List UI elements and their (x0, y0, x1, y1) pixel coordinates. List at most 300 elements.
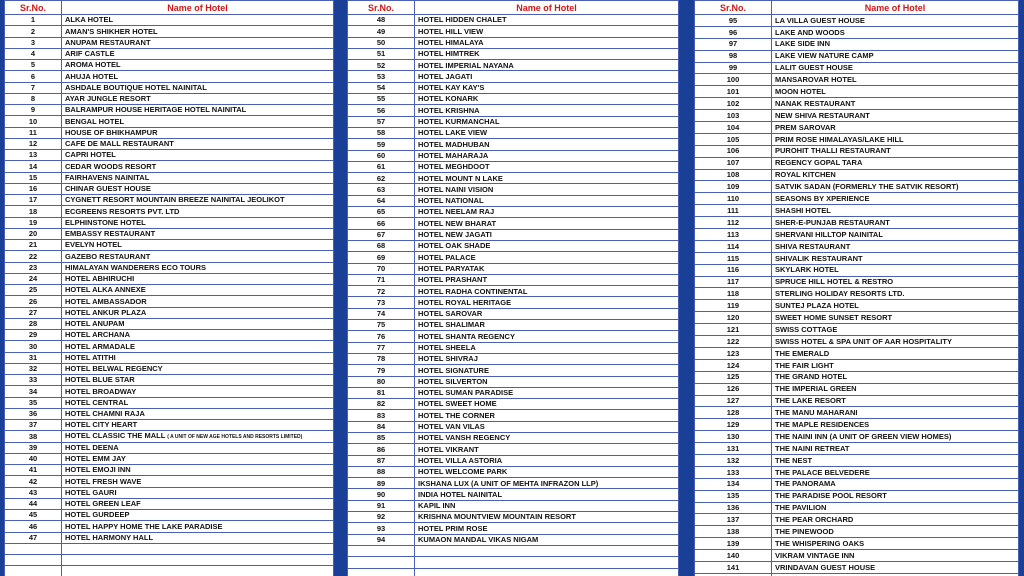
empty-cell (415, 545, 679, 556)
hotel-name-cell (62, 93, 334, 104)
hotel-name-cell (772, 336, 1019, 348)
sr-no-cell: 65 (348, 207, 415, 218)
hotel-name: HOTEL ROYAL HERITAGE (418, 297, 512, 307)
table-row (5, 285, 334, 296)
sr-no-cell: 61 (348, 161, 415, 172)
table-row (5, 352, 334, 363)
table-row (348, 127, 679, 138)
table-row (5, 138, 334, 149)
sr-no-cell: 127 (695, 395, 772, 407)
hotel-name-header: Name of Hotel (415, 1, 679, 15)
hotel-name-cell (415, 353, 679, 364)
table-row (5, 476, 334, 487)
sr-no-cell: 85 (348, 432, 415, 443)
hotel-name: THE MAPLE RESIDENCES (775, 419, 870, 429)
hotel-name-cell (772, 181, 1019, 193)
hotel-name: HOTEL BLUE STAR (65, 375, 135, 385)
sr-no-cell: 115 (695, 252, 772, 264)
table-row (695, 98, 1019, 110)
hotel-name-cell (772, 324, 1019, 336)
sr-no-cell: 79 (348, 365, 415, 376)
hotel-name: ALKA HOTEL (65, 15, 114, 25)
sr-no-cell: 68 (348, 240, 415, 251)
hotel-name: THE PANORAMA (775, 479, 836, 489)
sr-no-cell: 99 (695, 62, 772, 74)
sr-no-cell: 60 (348, 150, 415, 161)
hotel-name-cell (772, 454, 1019, 466)
table-row (5, 408, 334, 419)
hotel-name: EVELYN HOTEL (65, 240, 122, 250)
table-row (348, 534, 679, 545)
table-row (348, 376, 679, 387)
hotel-name-cell (415, 466, 679, 477)
sr-no-cell: 113 (695, 229, 772, 241)
empty-row (348, 557, 679, 568)
table-row (348, 184, 679, 195)
hotel-name-cell (415, 478, 679, 489)
hotel-name-cell (415, 94, 679, 105)
hotel-name: THE MANU MAHARANI (775, 408, 858, 418)
sr-no-cell: 52 (348, 60, 415, 71)
hotel-name-cell (772, 514, 1019, 526)
hotel-name: HOTEL SUMAN PARADISE (418, 388, 514, 398)
table-row (695, 110, 1019, 122)
sr-no-cell: 4 (5, 48, 62, 59)
hotel-name-cell (62, 318, 334, 329)
hotel-name: PUROHIT THALLI RESTAURANT (775, 146, 891, 156)
table-row (348, 421, 679, 432)
hotel-name-cell (772, 157, 1019, 169)
table-row (5, 431, 334, 442)
sr-no-cell: 70 (348, 263, 415, 274)
hotel-name: HOTEL NEW JAGATI (418, 230, 492, 240)
table-row (5, 195, 334, 206)
hotel-name-cell (415, 320, 679, 331)
hotel-name: HOTEL NAINI VISION (418, 184, 494, 194)
sr-no-cell: 131 (695, 443, 772, 455)
hotel-name-cell (62, 285, 334, 296)
table-row (695, 62, 1019, 74)
hotel-name: VIKRAM VINTAGE INN (775, 550, 855, 560)
hotel-name: THE WHISPERING OAKS (775, 538, 865, 548)
hotel-name-cell (62, 476, 334, 487)
table-row (695, 431, 1019, 443)
sr-no-cell: 135 (695, 490, 772, 502)
table-row (5, 465, 334, 476)
sr-no-cell: 93 (348, 523, 415, 534)
sr-no-cell: 34 (5, 386, 62, 397)
hotel-name-cell (62, 15, 334, 26)
table-row (348, 161, 679, 172)
table-row (348, 320, 679, 331)
table-row (348, 60, 679, 71)
sr-no-cell: 44 (5, 498, 62, 509)
hotel-table-3 (694, 0, 1019, 576)
hotel-name-cell (62, 206, 334, 217)
hotel-name-cell (62, 228, 334, 239)
hotel-name-cell (62, 116, 334, 127)
hotel-name-cell (415, 523, 679, 534)
hotel-name-cell (62, 532, 334, 543)
sr-no-cell: 42 (5, 476, 62, 487)
table-row (695, 38, 1019, 50)
hotel-name-cell (772, 526, 1019, 538)
hotel-name-header: Name of Hotel (772, 1, 1019, 15)
table-row (5, 397, 334, 408)
sr-no-cell: 125 (695, 371, 772, 383)
hotel-name: INDIA HOTEL NAINITAL (418, 489, 503, 499)
hotel-name-cell (62, 240, 334, 251)
hotel-name: HOTEL KURMANCHAL (418, 117, 500, 127)
sr-no-cell: 104 (695, 122, 772, 134)
table-row (348, 139, 679, 150)
hotel-name-cell (62, 48, 334, 59)
hotel-name-cell (415, 240, 679, 251)
hotel-name: HOTEL ABHIRUCHI (65, 274, 135, 284)
hotel-name-note: ( A UNIT OF NEW AGE HOTELS AND RESORTS LIMITED) (167, 434, 303, 441)
hotel-name: THE IMPERIAL GREEN (775, 384, 857, 394)
hotel-name-cell (772, 300, 1019, 312)
hotel-name-cell (415, 421, 679, 432)
sr-no-cell: 12 (5, 138, 62, 149)
hotel-name: SKYLARK HOTEL (775, 265, 839, 275)
hotel-name: AYAR JUNGLE RESORT (65, 94, 151, 104)
sr-no-cell: 6 (5, 71, 62, 82)
hotel-name: HOTEL VILLA ASTORIA (418, 455, 503, 465)
hotel-name: MOON HOTEL (775, 87, 826, 97)
table-row (348, 308, 679, 319)
hotel-name: HOTEL ANUPAM (65, 319, 125, 329)
table-row (5, 307, 334, 318)
sr-no-cell: 50 (348, 37, 415, 48)
table-row (695, 86, 1019, 98)
table-row (348, 444, 679, 455)
sr-no-cell: 94 (348, 534, 415, 545)
table-row (5, 420, 334, 431)
hotel-name: SHERVANI HILLTOP NAINITAL (775, 229, 883, 239)
table-row (695, 371, 1019, 383)
hotel-name: HOTEL KONARK (418, 94, 479, 104)
hotel-name-cell (415, 37, 679, 48)
hotel-name-cell (415, 534, 679, 545)
sr-no-cell: 114 (695, 240, 772, 252)
table-row (348, 207, 679, 218)
table-row (695, 478, 1019, 490)
hotel-name: EMBASSY RESTAURANT (65, 229, 156, 239)
hotel-name: HOTEL SHIVRAJ (418, 354, 478, 364)
table-row (348, 489, 679, 500)
hotel-name-cell (415, 82, 679, 93)
hotel-name: AROMA HOTEL (65, 60, 121, 70)
hotel-name: HOTEL VANSH REGENCY (418, 433, 511, 443)
table-row (348, 173, 679, 184)
table-row (348, 500, 679, 511)
empty-cell (62, 566, 334, 576)
hotel-name: HOTEL CHAMNI RAJA (65, 409, 145, 419)
hotel-name: KUMAON MANDAL VIKAS NIGAM (418, 535, 539, 545)
hotel-name: HOTEL KAY KAY'S (418, 83, 485, 93)
table-row (348, 387, 679, 398)
sr-no-cell: 29 (5, 330, 62, 341)
hotel-name: SHIVALIK RESTAURANT (775, 253, 863, 263)
table-row (695, 336, 1019, 348)
hotel-name: HOTEL DEENA (65, 442, 119, 452)
hotel-name-cell (772, 122, 1019, 134)
table-row (695, 181, 1019, 193)
table-row (5, 453, 334, 464)
hotel-name: HOTEL SILVERTON (418, 376, 488, 386)
sr-no-cell: 97 (695, 38, 772, 50)
hotel-name-cell (415, 489, 679, 500)
sr-no-cell: 95 (695, 15, 772, 27)
hotel-name-cell (62, 386, 334, 397)
hotel-name: HOTEL FRESH WAVE (65, 476, 142, 486)
sr-no-cell: 137 (695, 514, 772, 526)
sr-no-cell: 111 (695, 205, 772, 217)
hotel-name-cell (772, 133, 1019, 145)
sr-no-cell: 58 (348, 127, 415, 138)
hotel-name: HOTEL ALKA ANNEXE (65, 285, 146, 295)
hotel-name: ANUPAM RESTAURANT (65, 37, 151, 47)
table-row (5, 37, 334, 48)
hotel-name: HOTEL GURDEEP (65, 510, 130, 520)
table-row (5, 150, 334, 161)
table-header (348, 1, 679, 15)
table-row (5, 341, 334, 352)
empty-cell (348, 557, 415, 568)
table-row (695, 561, 1019, 573)
hotel-name-cell (415, 432, 679, 443)
hotel-name-cell (62, 330, 334, 341)
hotel-name-cell (772, 383, 1019, 395)
hotel-name-cell (415, 71, 679, 82)
hotel-table-2 (347, 0, 679, 576)
sr-no-cell: 55 (348, 94, 415, 105)
table-row (695, 240, 1019, 252)
hotel-name-cell (772, 561, 1019, 573)
hotel-name: HOTEL VIKRANT (418, 444, 479, 454)
hotel-name-cell (772, 288, 1019, 300)
hotel-name-cell (62, 510, 334, 521)
hotel-name-cell (415, 252, 679, 263)
sr-no-cell: 130 (695, 431, 772, 443)
hotel-name-cell (772, 431, 1019, 443)
sr-no-cell: 17 (5, 195, 62, 206)
table-row (5, 71, 334, 82)
sr-no-cell: 63 (348, 184, 415, 195)
hotel-name: HOTEL CENTRAL (65, 397, 129, 407)
hotel-name: HOTEL SWEET HOME (418, 399, 497, 409)
hotel-name: KAPIL INN (418, 501, 456, 511)
sr-no-cell: 22 (5, 251, 62, 262)
hotel-name: HOTEL LAKE VIEW (418, 128, 488, 138)
hotel-name: SHIVA RESTAURANT (775, 241, 851, 251)
hotel-name-cell (62, 82, 334, 93)
hotel-name: ROYAL KITCHEN (775, 170, 836, 180)
hotel-name: HOTEL EMM JAY (65, 454, 126, 464)
sr-no-cell: 72 (348, 286, 415, 297)
sr-no-cell: 53 (348, 71, 415, 82)
hotel-name: THE PARADISE POOL RESORT (775, 491, 887, 501)
hotel-name-cell (772, 502, 1019, 514)
hotel-name-cell (772, 110, 1019, 122)
table-header (5, 1, 334, 15)
sr-no-cell: 54 (348, 82, 415, 93)
hotel-name: HOTEL SHEELA (418, 343, 476, 352)
table-row (695, 288, 1019, 300)
sr-no-cell: 33 (5, 375, 62, 386)
hotel-name: HOTEL SAROVAR (418, 309, 483, 319)
sr-no-cell: 75 (348, 320, 415, 331)
hotel-name: HOTEL PRIM ROSE (418, 523, 488, 533)
hotel-name-cell (62, 262, 334, 273)
hotel-name: HOTEL NEELAM RAJ (418, 207, 495, 217)
sr-no-cell: 1 (5, 15, 62, 26)
table-row (695, 502, 1019, 514)
hotel-name: HOTEL HAPPY HOME THE LAKE PARADISE (65, 521, 223, 531)
sr-no-cell: 110 (695, 193, 772, 205)
table-row (695, 74, 1019, 86)
table-row (695, 359, 1019, 371)
hotel-name: SHER-E-PUNJAB RESTAURANT (775, 217, 890, 227)
table-row (695, 122, 1019, 134)
sr-no-cell: 88 (348, 466, 415, 477)
hotel-name: THE PALACE BELVEDERE (775, 467, 870, 477)
hotel-name: HOTEL CLASSIC THE MALL (65, 431, 166, 441)
sr-no-cell: 103 (695, 110, 772, 122)
empty-cell (348, 545, 415, 556)
table-row (348, 286, 679, 297)
table-row (348, 71, 679, 82)
hotel-name-cell (415, 26, 679, 37)
hotel-name-cell (772, 443, 1019, 455)
table-row (695, 193, 1019, 205)
sr-no-cell: 5 (5, 60, 62, 71)
table-row (5, 273, 334, 284)
hotel-name: SPRUCE HILL HOTEL & RESTRO (775, 277, 894, 287)
hotel-name-cell (415, 410, 679, 421)
table-row (695, 324, 1019, 336)
sr-no-cell: 36 (5, 408, 62, 419)
hotel-name-cell (415, 127, 679, 138)
hotel-name-cell (772, 276, 1019, 288)
hotel-name-cell (62, 150, 334, 161)
table-row (5, 240, 334, 251)
sr-no-cell: 69 (348, 252, 415, 263)
sr-no-cell: 21 (5, 240, 62, 251)
hotel-name-cell (62, 60, 334, 71)
sr-no-cell: 66 (348, 218, 415, 229)
table-row (348, 365, 679, 376)
hotel-name-header: Name of Hotel (62, 1, 334, 15)
hotel-name: NEW SHIVA RESTAURANT (775, 110, 870, 120)
sr-no-cell: 24 (5, 273, 62, 284)
hotel-name-cell (772, 490, 1019, 502)
hotel-name: HOTEL OAK SHADE (418, 241, 491, 251)
hotel-name: AHUJA HOTEL (65, 71, 119, 81)
hotel-name: CAPRI HOTEL (65, 150, 116, 160)
table-row (695, 133, 1019, 145)
hotel-name: THE NEST (775, 455, 813, 465)
hotel-name: HOTEL KRISHNA (418, 105, 480, 115)
table-row (5, 183, 334, 194)
hotel-name: PREM SAROVAR (775, 122, 836, 132)
table-row (348, 478, 679, 489)
hotel-name: HOTEL PALACE (418, 252, 476, 262)
hotel-name-cell (62, 487, 334, 498)
hotel-name: LAKE SIDE INN (775, 39, 831, 49)
hotel-name-cell (772, 193, 1019, 205)
sr-no-cell: 109 (695, 181, 772, 193)
hotel-name: LAKE AND WOODS (775, 27, 845, 37)
hotel-name: THE NAINI INN (A UNIT OF GREEN VIEW HOMES) (775, 431, 952, 441)
hotel-name-cell (415, 399, 679, 410)
hotel-name-cell (772, 371, 1019, 383)
table-row (5, 251, 334, 262)
hotel-name-cell (415, 342, 679, 353)
hotel-name: LA VILLA GUEST HOUSE (775, 15, 865, 25)
table-row (5, 330, 334, 341)
sr-no-cell: 9 (5, 105, 62, 116)
hotel-name-cell (772, 205, 1019, 217)
hotel-name-cell (415, 48, 679, 59)
hotel-name-cell (62, 465, 334, 476)
sr-no-cell: 92 (348, 512, 415, 523)
hotel-name-cell (62, 363, 334, 374)
empty-cell (5, 555, 62, 566)
hotel-name-cell (62, 273, 334, 284)
table-row (348, 466, 679, 477)
hotel-name: HOTEL GAURI (65, 487, 117, 497)
sr-no-cell: 64 (348, 195, 415, 206)
hotel-name-cell (772, 538, 1019, 550)
table-row (348, 297, 679, 308)
sr-no-cell: 11 (5, 127, 62, 138)
sr-no-cell: 40 (5, 453, 62, 464)
hotel-name: HOTEL EMOJI INN (65, 465, 131, 475)
hotel-name: BENGAL HOTEL (65, 116, 125, 126)
sr-no-cell: 31 (5, 352, 62, 363)
hotel-name-cell (62, 217, 334, 228)
sr-no-cell: 23 (5, 262, 62, 273)
hotel-name-cell (772, 312, 1019, 324)
hotel-name-cell (415, 195, 679, 206)
hotel-name: HOTEL CITY HEART (65, 420, 138, 430)
empty-cell (415, 568, 679, 576)
hotel-name-cell (772, 419, 1019, 431)
table-row (5, 262, 334, 273)
hotel-name: HOTEL HIMALAYA (418, 37, 484, 47)
hotel-name: HOTEL RADHA CONTINENTAL (418, 286, 528, 296)
hotel-name: THE PAVILION (775, 503, 827, 513)
sr-no-cell: 27 (5, 307, 62, 318)
hotel-name: REGENCY GOPAL TARA (775, 158, 863, 168)
table-row (5, 498, 334, 509)
hotel-name-cell (772, 240, 1019, 252)
table-row (348, 116, 679, 127)
hotel-name-cell (772, 15, 1019, 27)
sr-no-cell: 20 (5, 228, 62, 239)
hotel-name: SWEET HOME SUNSET RESORT (775, 312, 893, 322)
sr-no-cell: 126 (695, 383, 772, 395)
table-row (348, 252, 679, 263)
table-row (5, 487, 334, 498)
hotel-name-cell (415, 60, 679, 71)
sr-no-cell: 123 (695, 347, 772, 359)
sr-no-cell: 80 (348, 376, 415, 387)
hotel-name-cell (772, 347, 1019, 359)
sr-no-cell: 26 (5, 296, 62, 307)
